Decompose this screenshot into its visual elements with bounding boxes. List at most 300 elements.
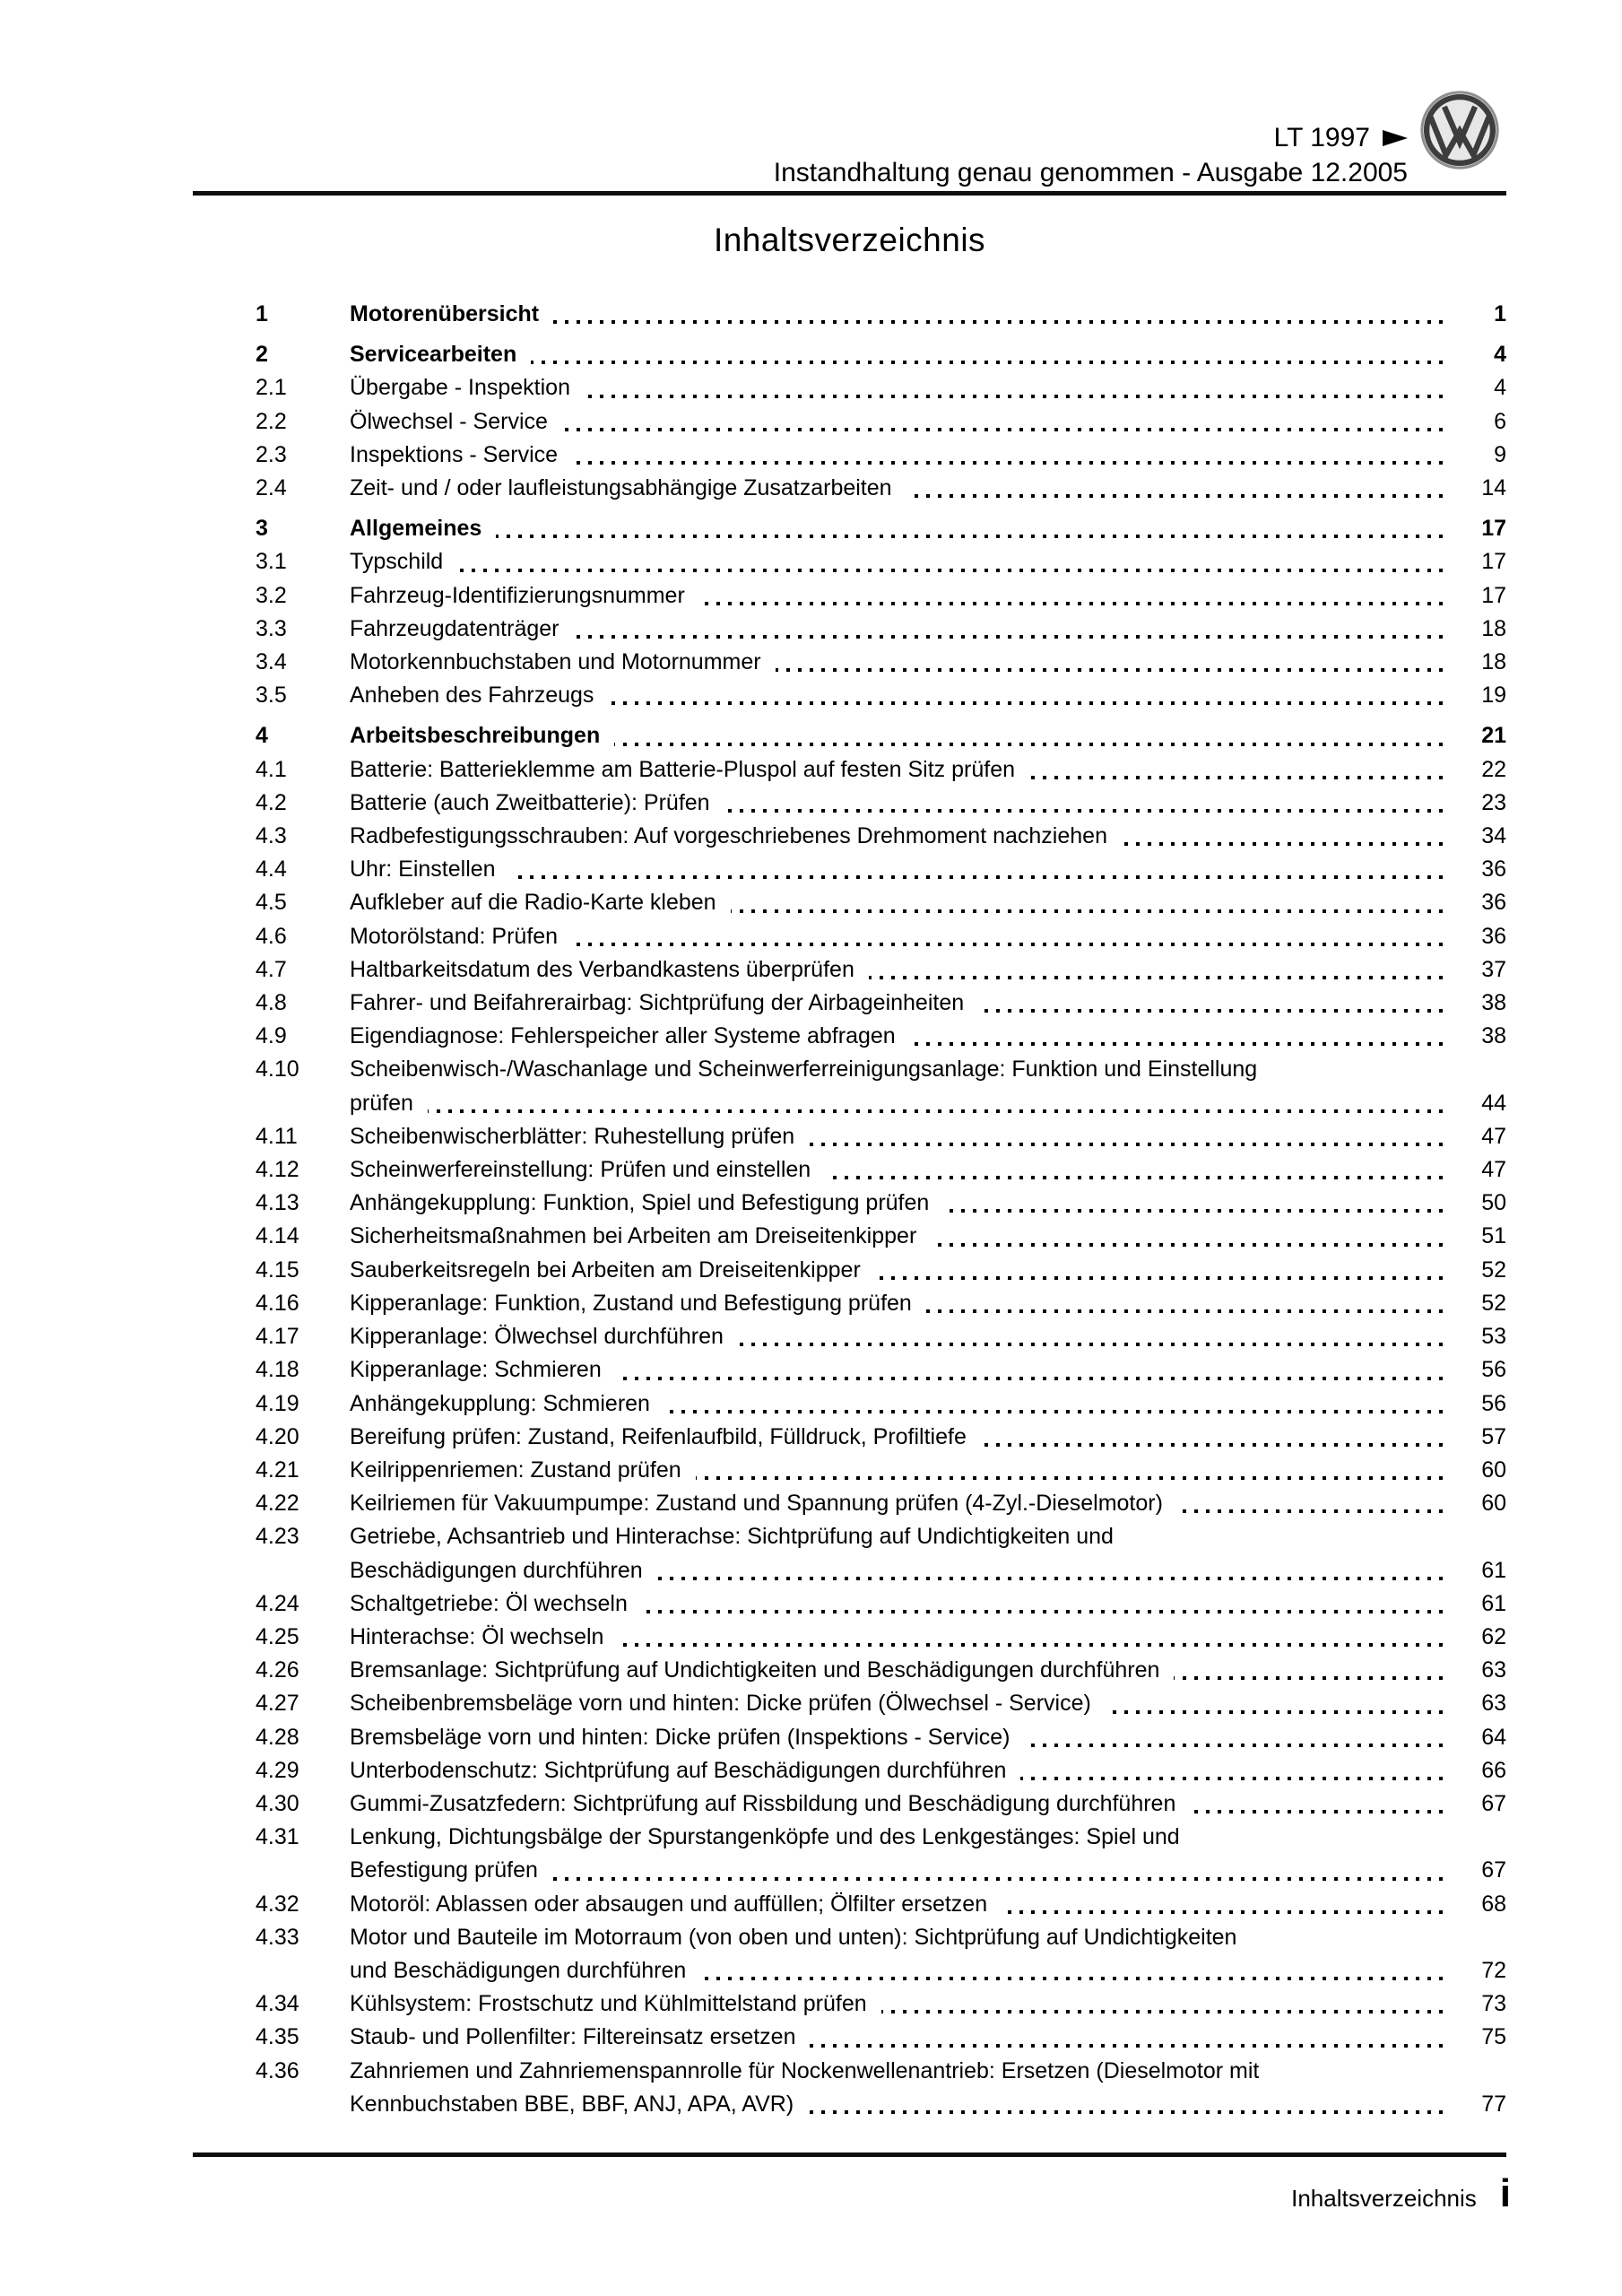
toc-entry-page: 51: [1481, 1223, 1506, 1249]
toc-entry-title: Servicearbeiten: [350, 342, 517, 368]
toc-entry-page: 63: [1481, 1657, 1506, 1683]
toc-entry-number: 4.36: [256, 2057, 299, 2083]
leader-dots: [776, 668, 1451, 672]
toc-entry-number: 4.22: [256, 1491, 299, 1517]
leader-dots: [572, 943, 1451, 946]
toc-entry-page: 68: [1481, 1891, 1506, 1917]
toc-entry-number: 4.13: [256, 1190, 299, 1216]
toc-entry-line: [256, 2055, 1506, 2088]
toc-entry-line: [256, 439, 1506, 472]
toc-entry-title: Scheinwerfereinstellung: Prüfen und einstellen: [350, 1157, 811, 1183]
toc-entry: [256, 1020, 1506, 1053]
toc-entry: [256, 1654, 1506, 1687]
toc-entry-title: Eigendiagnose: Fehlerspeicher aller Systeme abfragen: [350, 1023, 896, 1049]
toc-entry-page: 44: [1481, 1090, 1506, 1116]
leader-dots: [585, 395, 1451, 398]
toc-entry-title: Hinterachse: Öl wechseln: [350, 1623, 604, 1649]
toc-entry-number: 4.8: [256, 990, 287, 1016]
toc-entry: [256, 719, 1506, 752]
header-model-line: [774, 120, 1408, 155]
toc-entry-title: Batterie: Batterieklemme am Batterie-Pluspol auf festen Sitz prüfen: [350, 756, 1016, 782]
leader-dots: [616, 1377, 1451, 1380]
toc-entry-page: 19: [1481, 683, 1506, 709]
toc-entry-title: prüfen: [350, 1090, 413, 1116]
toc-entry-line: [256, 338, 1506, 371]
toc-entry: [256, 1454, 1506, 1487]
toc-entry-page: 4: [1494, 375, 1506, 401]
leader-dots: [428, 1109, 1451, 1113]
leader-dots: [931, 1243, 1451, 1247]
toc-entry-line: [256, 1187, 1506, 1220]
toc-entry-line: [256, 1120, 1506, 1153]
leader-dots: [869, 976, 1451, 979]
toc-entry-page: 17: [1481, 582, 1506, 608]
toc-entry-number: 2: [256, 342, 268, 368]
toc-entry-title: Motorenübersicht: [350, 301, 540, 326]
toc-entry-number: 4.26: [256, 1657, 299, 1683]
toc-entry-title: Kipperanlage: Ölwechsel durchführen: [350, 1324, 724, 1350]
toc-entry-line: [256, 1787, 1506, 1821]
leader-dots: [572, 461, 1451, 465]
toc-entry-title: Scheibenwischerblätter: Ruhestellung prüfen: [350, 1123, 795, 1149]
toc-entry-page: 73: [1481, 1991, 1506, 2017]
toc-entry-title: Anhängekupplung: Funktion, Spiel und Befestigung prüfen: [350, 1190, 930, 1216]
toc-entry: [256, 1787, 1506, 1821]
toc-entry: [256, 820, 1506, 853]
toc-entry-title: Keilriemen für Vakuumpumpe: Zustand und Spannung prüfen (4-Zyl.-Dieselmotor): [350, 1491, 1163, 1517]
toc-entry-line: [256, 719, 1506, 752]
toc-entry-number: 4.11: [256, 1123, 298, 1149]
toc-entry: [256, 1687, 1506, 1720]
leader-dots: [906, 494, 1451, 498]
leader-dots: [608, 701, 1451, 705]
toc-entry-page: 37: [1481, 956, 1506, 982]
toc-entry-number: 4.10: [256, 1057, 299, 1083]
toc-entry-number: 4.9: [256, 1023, 287, 1049]
toc-entry-page: 18: [1481, 649, 1506, 675]
toc-entry-title: Schaltgetriebe: Öl wechseln: [350, 1590, 628, 1616]
toc-entry: [256, 338, 1506, 371]
toc-entry-number: 4.19: [256, 1390, 299, 1416]
toc-entry-number: 4.18: [256, 1357, 299, 1383]
toc-entry: [256, 753, 1506, 787]
toc-entry-number: 2.2: [256, 408, 287, 434]
toc-entry-line: [256, 1587, 1506, 1621]
toc-entry: [256, 646, 1506, 679]
leader-dots: [1122, 842, 1451, 846]
toc-entry-page: 47: [1481, 1123, 1506, 1149]
toc-entry-line: [256, 853, 1506, 886]
toc-entry-line: [256, 298, 1506, 331]
toc-entry-line: [256, 1621, 1506, 1654]
leader-dots: [810, 2044, 1451, 2048]
toc-entry: [256, 1821, 1506, 1887]
toc-entry-title: Ölwechsel - Service: [350, 408, 548, 434]
toc-entry-title: Anheben des Fahrzeugs: [350, 683, 594, 709]
toc-entry: [256, 1621, 1506, 1654]
toc-entry-title: Bremsanlage: Sichtprüfung auf Undichtigkeiten und Beschädigungen durchführen: [350, 1657, 1160, 1683]
toc-entry: [256, 1921, 1506, 1987]
toc-entry-number: 2.4: [256, 475, 287, 501]
toc-entry-page: 17: [1481, 549, 1506, 575]
toc-entry-number: 4.6: [256, 923, 287, 949]
toc-entry-title: Staub- und Pollenfilter: Filtereinsatz ersetzen: [350, 2024, 796, 2050]
toc-entry-title: Getriebe, Achsantrieb und Hinterachse: Sichtprüfung auf Undichtigkeiten und: [350, 1524, 1114, 1550]
toc-entry-page: 50: [1481, 1190, 1506, 1216]
leader-dots: [724, 809, 1451, 813]
toc-entry: [256, 787, 1506, 820]
toc-entry-number: 4.33: [256, 1924, 299, 1950]
toc-entry-title: Sicherheitsmaßnahmen bei Arbeiten am Dreiseitenkipper: [350, 1223, 917, 1249]
toc-entry: [256, 1987, 1506, 2021]
leader-dots: [696, 1476, 1451, 1480]
toc-entry-line: [256, 1220, 1506, 1253]
toc-entry: [256, 472, 1506, 505]
toc-entry: [256, 1520, 1506, 1587]
toc-entry: [256, 1220, 1506, 1253]
leader-dots: [553, 320, 1451, 324]
toc-entry-line: [256, 1687, 1506, 1720]
toc-entry-line: [256, 953, 1506, 987]
toc-entry: [256, 1721, 1506, 1754]
leader-dots: [731, 909, 1451, 913]
leader-dots: [825, 1176, 1451, 1179]
toc-entry-page: 14: [1481, 475, 1506, 501]
toc-entry-line: [256, 1888, 1506, 1921]
toc-entry-title: Scheibenwisch-/Waschanlage und Scheinwerferreinigungsanlage: Funktion und Einstellung: [350, 1057, 1258, 1083]
toc-entry-number: 3.1: [256, 549, 287, 575]
toc-entry-line: [256, 1721, 1506, 1754]
toc-entry-number: 4.29: [256, 1757, 299, 1783]
leader-dots: [808, 2110, 1451, 2114]
toc-entry-title: Motoröl: Ablassen oder absaugen und auffüllen; Ölfilter ersetzen: [350, 1891, 988, 1917]
toc-entry-title: Aufkleber auf die Radio-Karte kleben: [350, 890, 716, 916]
toc-entry-line: [256, 920, 1506, 953]
toc-entry: [256, 1254, 1506, 1287]
toc-entry-page: 57: [1481, 1423, 1506, 1449]
toc-entry-page: 9: [1494, 441, 1506, 467]
toc-entry: [256, 886, 1506, 919]
toc-entry-number: 4.15: [256, 1257, 299, 1283]
toc-entry-page: 77: [1481, 2091, 1506, 2117]
toc-entry: [256, 1187, 1506, 1220]
toc-entry-page: 47: [1481, 1157, 1506, 1183]
toc-entry-line: [256, 1153, 1506, 1187]
toc-entry: [256, 2021, 1506, 2054]
toc-entry-title: Fahrzeugdatenträger: [350, 615, 559, 641]
toc-entry: [256, 405, 1506, 439]
toc-entry-title: Unterbodenschutz: Sichtprüfung auf Beschädigungen durchführen: [350, 1757, 1007, 1783]
toc-entry-title: Bremsbeläge vorn und hinten: Dicke prüfen (Inspektions - Service): [350, 1724, 1010, 1750]
toc-entry-page: 75: [1481, 2024, 1506, 2050]
toc-entry-number: 4.32: [256, 1891, 299, 1917]
toc-entry-number: 2.3: [256, 441, 287, 467]
toc-entry-line: [256, 646, 1506, 679]
toc-entry-page: 53: [1481, 1324, 1506, 1350]
toc-entry-line: [256, 405, 1506, 439]
toc-entry-number: 4: [256, 723, 268, 749]
leader-dots: [573, 635, 1451, 639]
toc-entry-title: Bereifung prüfen: Zustand, Reifenlaufbild, Fülldruck, Profiltiefe: [350, 1423, 967, 1449]
toc-entry-line: [256, 679, 1506, 712]
toc-entry-page: 60: [1481, 1491, 1506, 1517]
leader-dots: [510, 875, 1451, 879]
toc-entry-number: 3.5: [256, 683, 287, 709]
leader-dots: [457, 569, 1451, 572]
page-header: [774, 120, 1408, 190]
toc-entry: [256, 298, 1506, 331]
toc-entry: [256, 439, 1506, 472]
toc-entry-title: Uhr: Einstellen: [350, 857, 496, 883]
toc-entry-title: Lenkung, Dichtungsbälge der Spurstangenköpfe und des Lenkgestänges: Spiel und: [350, 1824, 1180, 1850]
toc-entry-title: Arbeitsbeschreibungen: [350, 723, 601, 749]
footer-label: Inhaltsverzeichnis: [1291, 2185, 1477, 2212]
toc-entry: [256, 1353, 1506, 1387]
toc-entry-title: Haltbarkeitsdatum des Verbandkastens überprüfen: [350, 956, 854, 982]
toc-entry-title: Fahrer- und Beifahrerairbag: Sichtprüfung der Airbageinheiten: [350, 990, 965, 1016]
toc-entry: [256, 1387, 1506, 1421]
toc-entry-number: 4.20: [256, 1423, 299, 1449]
toc-entry: [256, 1287, 1506, 1320]
toc-entry-line: [256, 1421, 1506, 1454]
toc-entry-number: 1: [256, 301, 268, 326]
arrow-right-icon: [1383, 130, 1408, 146]
toc-entry-line: [256, 2088, 1506, 2121]
toc-entry-number: 3: [256, 516, 268, 542]
toc-entry-number: 3.4: [256, 649, 287, 675]
toc-entry: [256, 987, 1506, 1020]
toc-list: [256, 298, 1506, 2121]
toc-entry-title: Batterie (auch Zweitbatterie): Prüfen: [350, 789, 710, 815]
toc-entry-line: [256, 1454, 1506, 1487]
toc-entry-page: 38: [1481, 1023, 1506, 1049]
toc-entry-title: Kühlsystem: Frostschutz und Kühlmittelstand prüfen: [350, 1991, 867, 2017]
toc-entry-page: 62: [1481, 1623, 1506, 1649]
toc-entry-page: 64: [1481, 1724, 1506, 1750]
toc-entry-number: 4.14: [256, 1223, 299, 1249]
header-edition-text: Instandhaltung genau genommen - Ausgabe 12.2005: [773, 158, 1408, 187]
leader-dots: [1024, 1744, 1451, 1747]
leader-dots: [943, 1209, 1451, 1213]
toc-entry-line: [256, 1954, 1506, 1987]
toc-entry-page: 22: [1481, 756, 1506, 782]
toc-entry: [256, 679, 1506, 712]
toc-entry-title: Scheibenbremsbeläge vorn und hinten: Dicke prüfen (Ölwechsel - Service): [350, 1691, 1091, 1717]
toc-entry-title: Übergabe - Inspektion: [350, 375, 570, 401]
leader-dots: [926, 1309, 1451, 1313]
leader-dots: [1106, 1710, 1451, 1714]
header-model-text: LT 1997: [1273, 123, 1370, 152]
toc-entry-page: 63: [1481, 1691, 1506, 1717]
toc-entry-number: 4.16: [256, 1290, 299, 1316]
toc-entry-page: 36: [1481, 890, 1506, 916]
toc-entry: [256, 953, 1506, 987]
toc-entry-line: [256, 1353, 1506, 1387]
toc-entry-title: Inspektions - Service: [350, 441, 559, 467]
leader-dots: [1177, 1509, 1451, 1513]
toc-entry-title: Motor und Bauteile im Motorraum (von oben und unten): Sichtprüfung auf Undichtigkeiten: [350, 1924, 1237, 1950]
toc-entry-line: [256, 1520, 1506, 1553]
toc-entry-line: [256, 1554, 1506, 1587]
toc-entry-page: 52: [1481, 1290, 1506, 1316]
toc-entry-number: 4.12: [256, 1157, 299, 1183]
toc-entry-page: 4: [1494, 342, 1506, 368]
toc-entry-line: [256, 1254, 1506, 1287]
leader-dots: [562, 428, 1451, 431]
toc-entry-title: Fahrzeug-Identifizierungsnummer: [350, 582, 685, 608]
toc-entry: [256, 1421, 1506, 1454]
toc-entry: [256, 1888, 1506, 1921]
header-rule: [193, 191, 1506, 196]
toc-entry-page: 72: [1481, 1957, 1506, 1983]
toc-entry-title: Allgemeines: [350, 516, 482, 542]
toc-entry-line: [256, 787, 1506, 820]
toc-entry-page: 60: [1481, 1457, 1506, 1483]
toc-entry-page: 61: [1481, 1557, 1506, 1583]
vw-logo-icon: [1419, 90, 1500, 170]
leader-dots: [978, 1009, 1451, 1013]
toc-entry-line: [256, 886, 1506, 919]
toc-entry-title: Motorölstand: Prüfen: [350, 923, 559, 949]
toc-entry-title: Beschädigungen durchführen: [350, 1557, 643, 1583]
toc-entry-line: [256, 579, 1506, 613]
toc-entry-number: 3.3: [256, 615, 287, 641]
toc-entry-number: 4.1: [256, 756, 287, 782]
toc-entry: [256, 1153, 1506, 1187]
toc-entry-title: und Beschädigungen durchführen: [350, 1957, 687, 1983]
toc-entry-title: Motorkennbuchstaben und Motornummer: [350, 649, 761, 675]
toc-entry-number: 4.27: [256, 1691, 299, 1717]
toc-entry-page: 21: [1481, 723, 1506, 749]
leader-dots: [738, 1343, 1451, 1346]
leader-dots: [664, 1410, 1451, 1413]
toc-entry-page: 67: [1481, 1790, 1506, 1816]
toc-entry-line: [256, 371, 1506, 404]
toc-entry-line: [256, 1087, 1506, 1120]
leader-dots: [699, 602, 1451, 605]
toc-entry-number: 4.31: [256, 1824, 299, 1850]
toc-entry: [256, 545, 1506, 578]
toc-entry: [256, 1754, 1506, 1787]
leader-dots: [881, 2010, 1451, 2013]
leader-dots: [552, 1877, 1451, 1881]
toc-entry-line: [256, 1487, 1506, 1520]
toc-entry-number: 4.5: [256, 890, 287, 916]
toc-entry-line: [256, 1053, 1506, 1086]
toc-entry-number: 4.34: [256, 1991, 299, 2017]
toc-entry: [256, 613, 1506, 646]
leader-dots: [614, 743, 1451, 746]
page-footer: [1291, 2171, 1511, 2215]
toc-entry-title: Zahnriemen und Zahnriemenspannrolle für Nockenwellenantrieb: Ersetzen (Dieselmotor mit: [350, 2057, 1260, 2083]
toc-entry-number: 4.17: [256, 1324, 299, 1350]
toc-entry-page: 52: [1481, 1257, 1506, 1283]
toc-entry: [256, 1487, 1506, 1520]
leader-dots: [1002, 1910, 1451, 1914]
leader-dots: [1029, 776, 1451, 779]
leader-dots: [700, 1977, 1451, 1980]
toc-entry-title: Kipperanlage: Funktion, Zustand und Befestigung prüfen: [350, 1290, 912, 1316]
toc-entry: [256, 1120, 1506, 1153]
leader-dots: [981, 1443, 1451, 1447]
toc-entry-page: 56: [1481, 1357, 1506, 1383]
toc-entry-number: 4.28: [256, 1724, 299, 1750]
toc-entry-title: Radbefestigungsschrauben: Auf vorgeschriebenes Drehmoment nachziehen: [350, 823, 1107, 849]
toc-entry-line: [256, 987, 1506, 1020]
leader-dots: [496, 535, 1451, 538]
toc-entry-line: [256, 1654, 1506, 1687]
toc-entry-number: 3.2: [256, 582, 287, 608]
toc-entry-number: 4.24: [256, 1590, 299, 1616]
toc-entry-page: 6: [1494, 408, 1506, 434]
toc-entry: [256, 2055, 1506, 2121]
toc-entry-line: [256, 1287, 1506, 1320]
toc-entry-number: 2.1: [256, 375, 287, 401]
toc-entry-title: Sauberkeitsregeln bei Arbeiten am Dreiseitenkipper: [350, 1257, 861, 1283]
toc-entry: [256, 1053, 1506, 1119]
footer-rule: [193, 2152, 1506, 2157]
toc-entry-number: 4.21: [256, 1457, 299, 1483]
toc-entry-line: [256, 1387, 1506, 1421]
toc-entry: [256, 920, 1506, 953]
toc-entry-page: 36: [1481, 857, 1506, 883]
toc-entry-line: [256, 753, 1506, 787]
toc-entry: [256, 1320, 1506, 1353]
toc-entry: [256, 579, 1506, 613]
toc-entry-title: Gummi-Zusatzfedern: Sichtprüfung auf Rissbildung und Beschädigung durchführen: [350, 1790, 1176, 1816]
leader-dots: [1190, 1810, 1451, 1813]
leader-dots: [1174, 1676, 1451, 1680]
toc-entry-number: 4.4: [256, 857, 287, 883]
toc-entry-number: 4.23: [256, 1524, 299, 1550]
toc-entry-line: [256, 1821, 1506, 1854]
toc-entry-line: [256, 1854, 1506, 1887]
toc-entry-title: Kipperanlage: Schmieren: [350, 1357, 602, 1383]
leader-dots: [618, 1643, 1451, 1647]
toc-entry-page: 36: [1481, 923, 1506, 949]
toc-entry: [256, 853, 1506, 886]
toc-entry-page: 61: [1481, 1590, 1506, 1616]
toc-entry-number: 4.3: [256, 823, 287, 849]
leader-dots: [875, 1276, 1451, 1280]
toc-entry-title: Befestigung prüfen: [350, 1857, 538, 1883]
leader-dots: [657, 1577, 1451, 1580]
footer-page-number: i: [1499, 2171, 1511, 2215]
toc-entry-page: 23: [1481, 789, 1506, 815]
leader-dots: [1020, 1777, 1451, 1780]
toc-entry-title: Kennbuchstaben BBE, BBF, ANJ, APA, AVR): [350, 2091, 794, 2117]
toc-entry-page: 34: [1481, 823, 1506, 849]
toc-entry-line: [256, 1754, 1506, 1787]
toc-entry-number: 4.7: [256, 956, 287, 982]
toc-entry-line: [256, 820, 1506, 853]
toc-entry-number: 4.30: [256, 1790, 299, 1816]
toc-entry-line: [256, 2021, 1506, 2054]
toc-entry-title: Keilrippenriemen: Zustand prüfen: [350, 1457, 681, 1483]
toc-entry: [256, 371, 1506, 404]
toc-entry-line: [256, 1987, 1506, 2021]
toc-entry-line: [256, 545, 1506, 578]
toc-entry: [256, 1587, 1506, 1621]
toc-entry-page: 66: [1481, 1757, 1506, 1783]
toc-entry-number: 4.35: [256, 2024, 299, 2050]
toc-entry-line: [256, 512, 1506, 545]
toc-entry-line: [256, 1020, 1506, 1053]
toc-entry-page: 1: [1494, 301, 1506, 326]
toc-entry-line: [256, 1921, 1506, 1954]
toc-entry-page: 56: [1481, 1390, 1506, 1416]
leader-dots: [642, 1610, 1451, 1613]
